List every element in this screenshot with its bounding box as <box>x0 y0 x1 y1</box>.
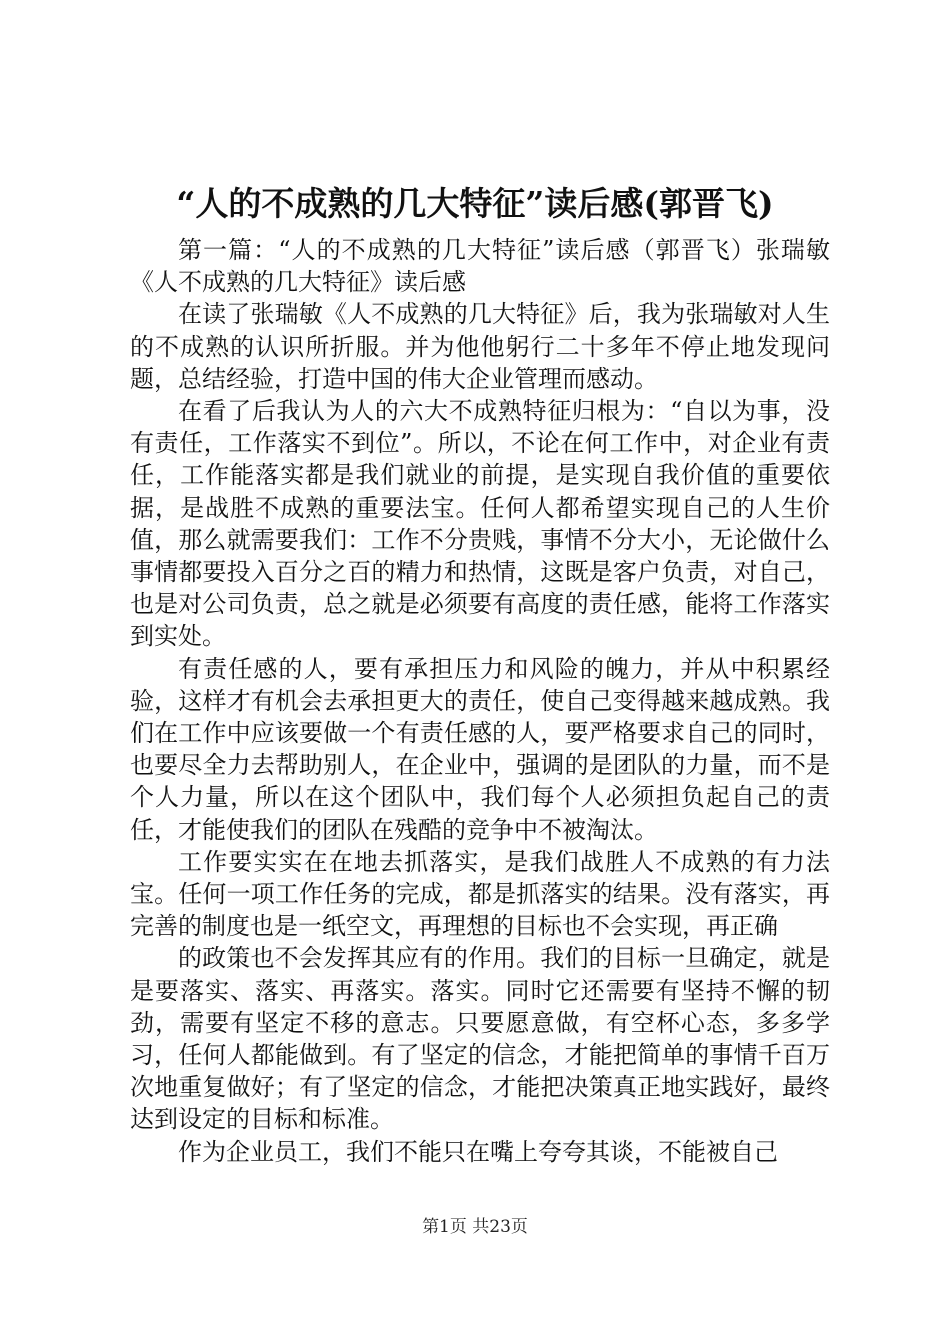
paragraph-7: 作为企业员工，我们不能只在嘴上夸夸其谈，不能被自己 <box>178 1137 778 1166</box>
page-number-footer: 第1页 共23页 <box>422 1217 528 1237</box>
paragraph-2: 在读了张瑞敏《人不成熟的几大特征》后，我为张瑞敏对人生的不成熟的认识所折服。并为他他躬行二十多年不停止地发现问题，总结经验，打造中国的伟大企业管理而感动。 <box>130 300 830 393</box>
paragraph-3: 在看了后我认为人的六大不成熟特征归根为：“自以为事，没有责任，工作落实不到位”。所以，不论在何工作中，对企业有责任，工作能落实都是我们就业的前提，是实现自我价值的重要依据，是战胜不成熟的重要法宝。任何人都希望实现自己的人生价值，那么就需要我们：工作不分贵贱，事情不分大小，无论做什么事情都要投入百分之百的精力和热情，这既是客户负责，对自己，也是对公司负责，总之就是必须要有高度的责任感，能将工作落实到实处。 <box>130 397 830 651</box>
paragraph-1: 第一篇：“人的不成熟的几大特征”读后感（郭晋飞）张瑞敏《人不成熟的几大特征》读后感 <box>130 236 830 297</box>
paragraph-4: 有责任感的人，要有承担压力和风险的魄力，并从中积累经验，这样才有机会去承担更大的责任，使自己变得越来越成熟。我们在工作中应该要做一个有责任感的人，要严格要求自己的同时，也要尽全力去帮助别人，在企业中，强调的是团队的力量，而不是个人力量，所以在这个团队中，我们每个人必须担负起自己的责任，才能使我们的团队在残酷的竞争中不被淘汰。 <box>130 654 830 844</box>
document-title: “人的不成熟的几大特征”读后感(郭晋飞) <box>176 184 774 223</box>
paragraph-5: 工作要实实在在地去抓落实，是我们战胜人不成熟的有力法宝。任何一项工作任务的完成，都是抓落实的结果。没有落实，再完善的制度也是一纸空文，再理想的目标也不会实现，再正确 <box>130 847 830 941</box>
document-body <box>130 234 830 1168</box>
paragraph-6: 的政策也不会发挥其应有的作用。我们的目标一旦确定，就是是要落实、落实、再落实。落实。同时它还需要有坚持不懈的韧劲，需要有坚定不移的意志。只要愿意做，有空杯心态，多多学习，任何人都能做到。有了坚定的信念，才能把简单的事情千百万次地重复做好；有了坚定的信念，才能把决策真正地实践好，最终达到设定的目标和标准。 <box>130 944 830 1134</box>
